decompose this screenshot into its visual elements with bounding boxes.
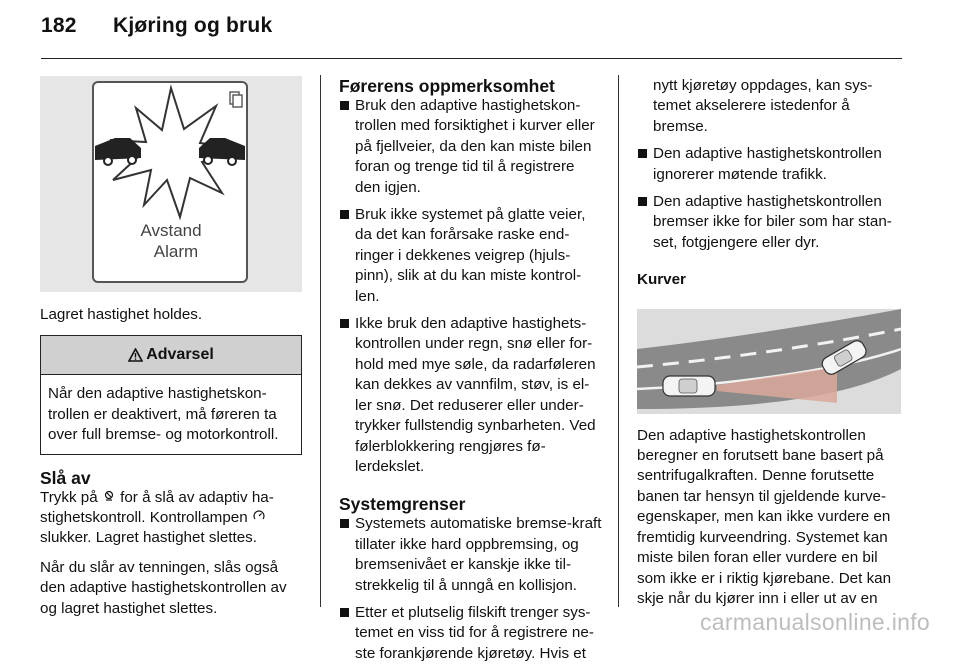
off-text-c: slukker. Lagret hastighet slettes. (40, 529, 257, 547)
column-1 (40, 76, 302, 628)
alarm-label-line2: Alarm (153, 242, 199, 261)
column-3 (637, 76, 901, 618)
distance-alarm-figure (40, 76, 302, 292)
warning-triangle-icon (128, 348, 143, 362)
attention-bullet-1: Bruk den adaptive hastighetskon-trollen med forsiktighet i kurver eller på fjellveier, da den kan miste bilen foran og trenge tid til å registrere den igjen. (339, 96, 602, 198)
warning-title: Advarsel (146, 346, 214, 364)
section-title-attention: Førerens oppmerksomhet (339, 76, 555, 96)
limits-bullet-2: Etter et plutselig filskift trenger sys-temet en viss tid for å registrere ne-ste forankjørende kjøretøy. Hvis et (339, 603, 602, 664)
continuation-text: nytt kjøretøy oppdages, kan sys-temet akselerere istedenfor å bremse. (653, 77, 873, 135)
off-text-b: for å slå av adaptiv ha-stighetskontroll. Kontrollampen (40, 488, 274, 527)
col3-bullet-2: Den adaptive hastighetskontrollen bremser ikke for biler som har stan-set, fotgjengere eller dyr. (637, 192, 901, 253)
off-paragraph-1 (40, 488, 302, 549)
header-rule (41, 58, 902, 59)
column-divider-2 (618, 75, 619, 607)
limits-bullet-1: Systemets automatiske bremse-kraft tillater ikke hard oppbremsing, og bremsenivået er kanskje ikke til-strekkelig til å unngå en kollisjon. (339, 514, 602, 596)
watermark: carmanualsonline.info (699, 609, 930, 635)
off-text-a: Trykk på (40, 488, 98, 506)
attention-bullet-3: Ikke bruk den adaptive hastighets-kontrollen under regn, snø eller for-hold med mye søle, da radarføleren kan dekkes av vannfilm, støv, is el-ler snø. Det reduserer eller under-trykker fullstendig synbarheten. Ved følerblokkering rengjøres fø-lerdekslet. (339, 314, 602, 477)
section-title-off: Slå av (40, 467, 91, 488)
page-title: Kjøring og bruk (113, 14, 273, 37)
curve-figure (637, 309, 901, 414)
col3-bullet-1: Den adaptive hastighetskontrollen ignorerer møtende trafikk. (637, 144, 901, 185)
warning-text: Når den adaptive hastighetskon-trollen er deaktivert, må føreren ta over full bremse- og motorkontroll. (48, 385, 279, 444)
page-header (41, 14, 272, 38)
own-car-icon (663, 376, 715, 396)
warning-box (40, 335, 302, 454)
attention-bullet-2: Bruk ikke systemet på glatte veier, da det kan forårsake raske end-ringer i dekkenes veigrep (hjuls-pinn), slik at du kan miste kontrol-len. (339, 205, 602, 307)
figure-caption: Lagret hastighet holdes. (40, 306, 203, 323)
warning-header (41, 336, 301, 375)
cruise-cancel-icon (102, 488, 116, 508)
cruise-lamp-icon (252, 508, 266, 528)
column-divider-1 (320, 75, 321, 607)
section-title-limits: Systemgrenser (339, 494, 466, 515)
off-paragraph-2: Når du slår av tenningen, slås også den adaptive hastighetskontrollen av og lagret hastighet slettes. (40, 558, 287, 617)
alarm-label-line1: Avstand (140, 221, 202, 240)
column-2 (339, 76, 602, 671)
curves-text: Den adaptive hastighetskontrollen beregner en forutsett bane basert på sentrifugalkraften. Denne forutsette banen tar hensyn til gjeldende kurve-egenskaper, men kan ikke vurdere en fremtidig kurveendring. Systemet kan miste bilen foran eller vurdere en bil som ikke er i riktig kjørebane. Det kan skje når du kjører inn i eller ut av en (637, 426, 892, 607)
section-title-curves: Kurver (637, 271, 686, 289)
page-number: 182 (41, 14, 77, 37)
